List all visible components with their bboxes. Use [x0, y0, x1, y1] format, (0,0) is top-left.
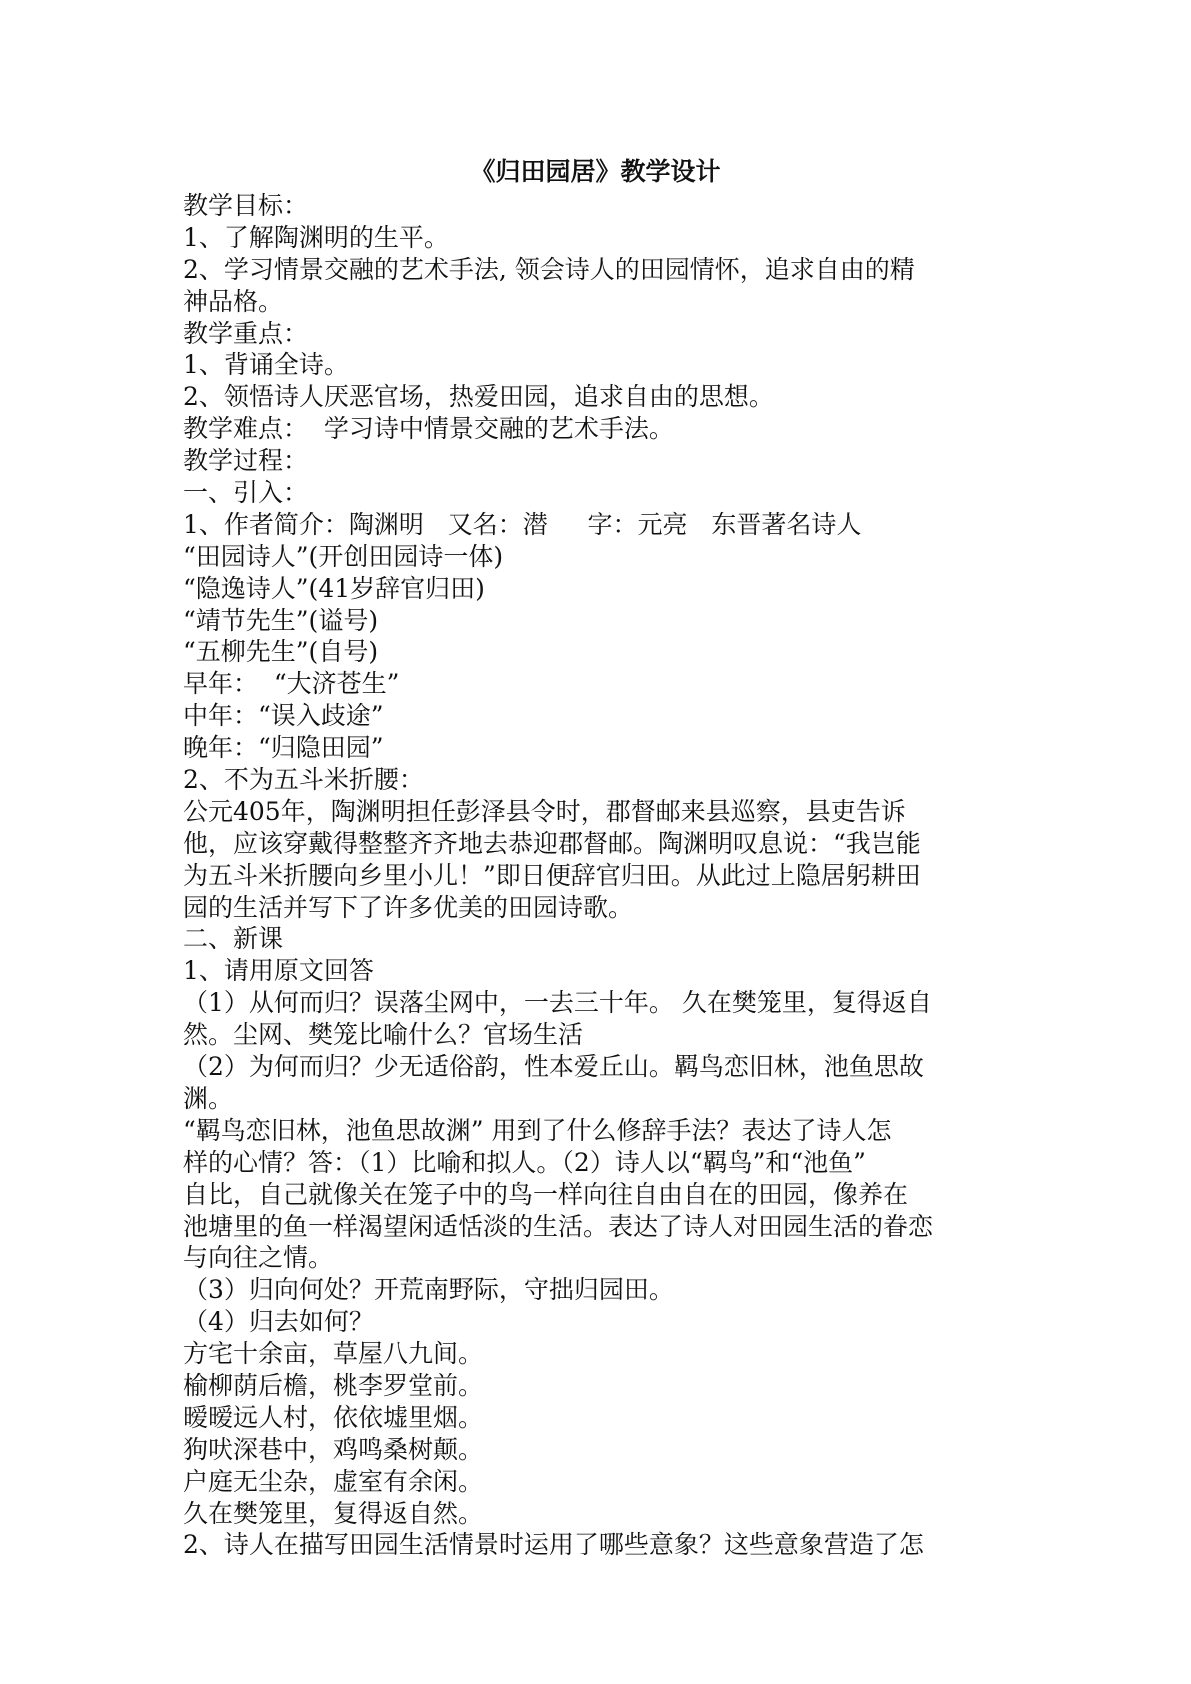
text-line: 教学目标： — [183, 191, 309, 220]
text-line: 2、领悟诗人厌恶官场，热爱田园，追求自由的思想。 — [183, 382, 774, 412]
text-line: 2、学习情景交融的艺术手法, 领会诗人的田园情怀，追求自由的精 — [183, 254, 915, 284]
text-line: 早年： “大济苍生” — [183, 669, 400, 699]
text-line: 一、引入： — [183, 478, 309, 508]
text-line: （2）为何而归？少无适俗韵，性本爱丘山。羁鸟恋旧林，池鱼思故 — [183, 1052, 924, 1082]
text-line: 神品格。 — [183, 286, 284, 316]
text-line: （1）从何而归？误落尘网中，一去三十年。 久在樊笼里，复得返自 — [183, 988, 932, 1018]
text-line: 公元405年，陶渊明担任彭泽县令时，郡督邮来县巡察，县吏告诉 — [183, 796, 906, 826]
text-line: （4）归去如何？ — [183, 1307, 374, 1337]
text-line: 久在樊笼里，复得返自然。 — [183, 1498, 484, 1528]
text-line: 渊。 — [183, 1083, 234, 1113]
text-line: 他，应该穿戴得整整齐齐地去恭迎郡督邮。陶渊明叹息说：“我岂能 — [183, 828, 921, 858]
text-line: 教学难点： 学习诗中情景交融的艺术手法。 — [183, 414, 674, 444]
text-line: 2、不为五斗米折腰： — [183, 765, 424, 795]
text-line: “隐逸诗人”(41岁辞官归田) — [183, 573, 485, 603]
text-line: 1、背诵全诗。 — [183, 350, 349, 380]
text-line: 为五斗米折腰向乡里小儿！”即日便辞官归田。从此过上隐居躬耕田 — [183, 860, 921, 890]
text-line: 1、请用原文回答 — [183, 956, 374, 986]
text-line: 2、诗人在描写田园生活情景时运用了哪些意象？这些意象营造了怎 — [183, 1530, 924, 1560]
text-line: “田园诗人”(开创田园诗一体) — [183, 541, 504, 571]
text-line: “五柳先生”(自号) — [183, 637, 379, 667]
text-line: 园的生活并写下了许多优美的田园诗歌。 — [183, 892, 634, 922]
text-line: “羁鸟恋旧林，池鱼思故渊” 用到了什么修辞手法？表达了诗人怎 — [183, 1115, 892, 1145]
text-line: 二、新课 — [183, 924, 284, 954]
text-line: 中年：“误入歧途” — [183, 701, 384, 731]
text-line: 教学过程： — [183, 446, 309, 476]
text-line: “靖节先生”(谥号) — [183, 605, 379, 635]
text-line: 户庭无尘杂，虚室有余闲。 — [183, 1466, 484, 1496]
text-line: 暧暧远人村，依依墟里烟。 — [183, 1402, 484, 1432]
text-line: 方宅十余亩，草屋八九间。 — [183, 1339, 484, 1369]
text-line: 狗吠深巷中，鸡鸣桑树颠。 — [183, 1434, 484, 1464]
text-line: 然。尘网、樊笼比喻什么？官场生活 — [183, 1020, 584, 1050]
text-line: 自比，自己就像关在笼子中的鸟一样向往自由自在的田园，像养在 — [183, 1179, 909, 1209]
text-line: 1、作者简介：陶渊明 又名：潜 字：元亮 东晋著名诗人 — [183, 509, 862, 539]
text-line: 1、了解陶渊明的生平。 — [183, 222, 449, 252]
text-line: 榆柳荫后檐，桃李罗堂前。 — [183, 1370, 484, 1400]
text-line: 与向往之情。 — [183, 1243, 334, 1273]
text-line: 晚年：“归隐田园” — [183, 733, 384, 763]
document-title: 《归田园居》教学设计 — [470, 157, 721, 186]
text-line: （3）归向何处？开荒南野际，守拙归园田。 — [183, 1275, 674, 1305]
document-body — [183, 190, 1013, 1561]
text-line: 池塘里的鱼一样渴望闲适恬淡的生活。表达了诗人对田园生活的眷恋 — [183, 1211, 934, 1241]
text-line: 样的心情？答：（1）比喻和拟人。（2）诗人以“羁鸟”和“池鱼” — [183, 1147, 866, 1177]
text-line: 教学重点： — [183, 318, 309, 348]
